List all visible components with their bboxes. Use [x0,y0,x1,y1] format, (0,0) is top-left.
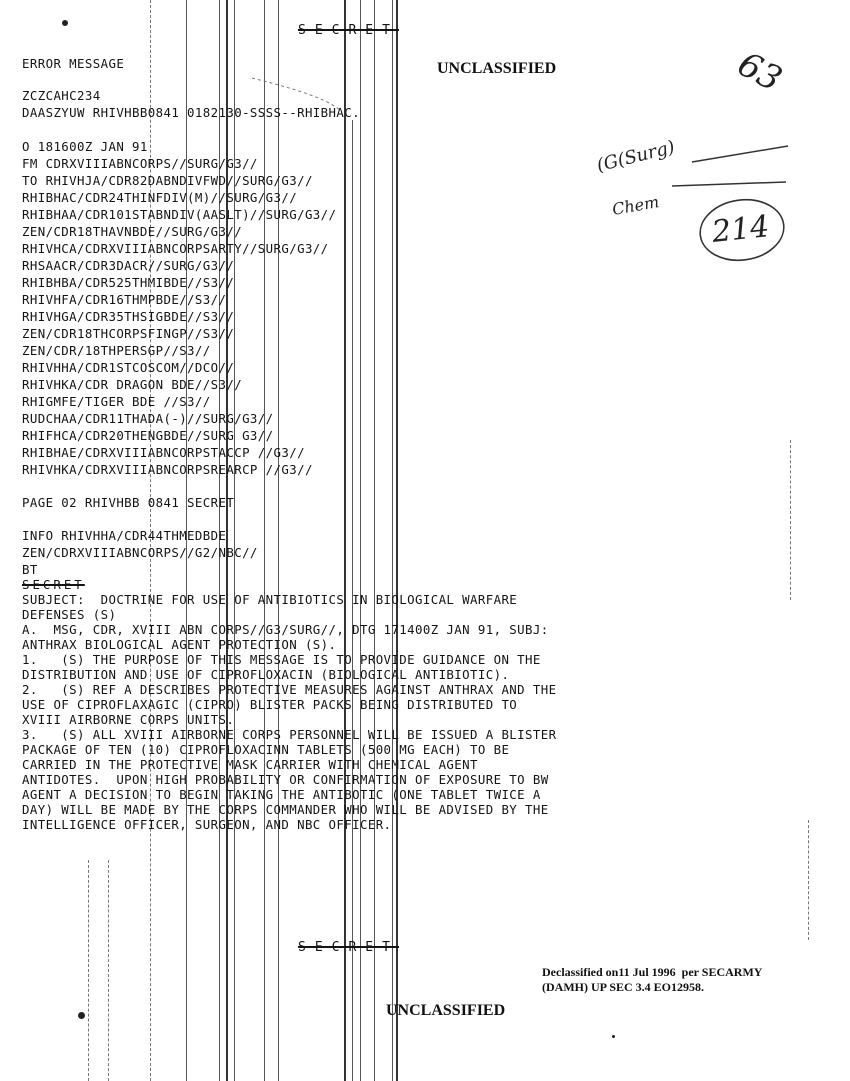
message-line: RHIVHHA/CDR1STCOSCOM//DCO// [22,360,235,375]
declassification-note-line-1: Declassified on11 Jul 1996 per SECARMY [542,965,763,979]
message-line: ZEN/CDR18THAVNBDE//SURG/G3// [22,224,243,239]
message-line: ANTIDOTES. UPON HIGH PROBABILITY OR CONFIRMATION OF EXPOSURE TO BW [22,772,549,787]
message-line: ZCZCAHC234 [22,88,101,103]
message-line: ANTHRAX BIOLOGICAL AGENT PROTECTION (S). [22,637,337,652]
message-line: ZEN/CDR/18THPERSGP//S3// [22,343,211,358]
scan-streak [790,440,792,600]
handwritten-page-number: 63 [731,44,789,100]
handwritten-circled-number: 214 [710,209,771,250]
message-line: 3. (S) ALL XVIII AIRBORNE CORPS PERSONNEL WILL BE ISSUED A BLISTER [22,727,557,742]
scan-streak [108,860,110,1081]
message-line: RUDCHAA/CDR11THADA(-)//SURG/G3// [22,411,274,426]
message-line: AGENT A DECISION TO BEGIN TAKING THE ANTIBOTIC (ONE TABLET TWICE A [22,787,541,802]
message-line: DISTRIBUTION AND USE OF CIPROFLOXACIN (BIOLOGICAL ANTIBIOTIC). [22,667,510,682]
message-line: RHIBHAC/CDR24THINFDIV(M)//SURG/G3// [22,190,298,205]
message-line: RHSAACR/CDR3DACR//SURG/G3// [22,258,235,273]
message-line: DAASZYUW RHIVHBB0841 0182130-SSSS--RHIBHAC. [22,105,360,120]
message-line: XVIII AIRBORNE CORPS UNITS. [22,712,235,727]
message-line: RHIVHKA/CDRXVIIIABNCORPSREARCP //G3// [22,462,313,477]
scan-streak [88,860,90,1081]
secret-marking-inline: SECRET [22,577,85,592]
message-line: TO RHIVHJA/CDR82DABNDIVFWD//SURG/G3// [22,173,313,188]
handwritten-routing-note: Chem [610,192,661,219]
secret-marking-bottom: SECRET [298,940,399,955]
handwritten-stroke [692,146,788,162]
scan-streak [808,820,810,940]
message-line: A. MSG, CDR, XVIII ABN CORPS//G3/SURG//, DTG 171400Z JAN 91, SUBJ: [22,622,549,637]
message-line: RHIBHAA/CDR101STABNDIV(AASLT)//SURG/G3// [22,207,337,222]
message-line: ZEN/CDR18THCORPSFINGP//S3// [22,326,235,341]
handwritten-routing-note: (G(Surg) [594,136,677,177]
message-line: FM CDRXVIIIABNCORPS//SURG/G3// [22,156,258,171]
message-line: DAY) WILL BE MADE BY THE CORPS COMMANDER WHO WILL BE ADVISED BY THE [22,802,549,817]
message-line: ZEN/CDRXVIIIABNCORPS//G2/NBC// [22,545,258,560]
scan-speck [78,1012,85,1019]
scan-speck [612,1035,615,1038]
message-line: PACKAGE OF TEN (10) CIPROFLOXACINN TABLETS (500 MG EACH) TO BE [22,742,510,757]
message-line: RHIGMFE/TIGER BDE //S3// [22,394,211,409]
message-line: O 181600Z JAN 91 [22,139,148,154]
message-line: BT [22,562,38,577]
declassification-note-line-2: (DAMH) UP SEC 3.4 EO12958. [542,980,704,994]
subject-line: SUBJECT: DOCTRINE FOR USE OF ANTIBIOTICS IN BIOLOGICAL WARFARE [22,592,518,607]
message-line: USE OF CIPROFLAXAGIC (CIPRO) BLISTER PACKS BEING DISTRIBUTED TO [22,697,518,712]
message-line: RHIBHBA/CDR525THMIBDE//S3// [22,275,235,290]
page-header-line: PAGE 02 RHIVHBB 0841 SECRET [22,495,235,510]
message-line: RHIVHKA/CDR DRAGON BDE//S3// [22,377,243,392]
message-line: RHIVHCA/CDRXVIIIABNCORPSARTY//SURG/G3// [22,241,329,256]
message-line: CARRIED IN THE PROTECTIVE MASK CARRIER WITH CHEMICAL AGENT [22,757,478,772]
error-message-label: ERROR MESSAGE [22,56,125,71]
unclassified-marking-bottom: UNCLASSIFIED [386,1002,506,1019]
message-line: 1. (S) THE PURPOSE OF THIS MESSAGE IS TO PROVIDE GUIDANCE ON THE [22,652,541,667]
message-line: RHIFHCA/CDR20THENGBDE//SURG G3// [22,428,274,443]
handwritten-circle [696,194,788,265]
message-line: RHIBHAE/CDRXVIIIABNCORPSTACCP //G3// [22,445,305,460]
message-line: 2. (S) REF A DESCRIBES PROTECTIVE MEASURES AGAINST ANTHRAX AND THE [22,682,557,697]
message-line: INTELLIGENCE OFFICER, SURGEON, AND NBC OFFICER. [22,817,392,832]
message-line: INFO RHIVHHA/CDR44THMEDBDE [22,528,227,543]
handwritten-stroke [672,182,786,186]
unclassified-marking-top: UNCLASSIFIED [437,60,557,77]
secret-marking-top: SECRET [298,23,399,38]
message-line: DEFENSES (S) [22,607,117,622]
message-line: RHIVHGA/CDR35THSIGBDE//S3// [22,309,235,324]
message-line: RHIVHFA/CDR16THMPBDE//S3// [22,292,227,307]
